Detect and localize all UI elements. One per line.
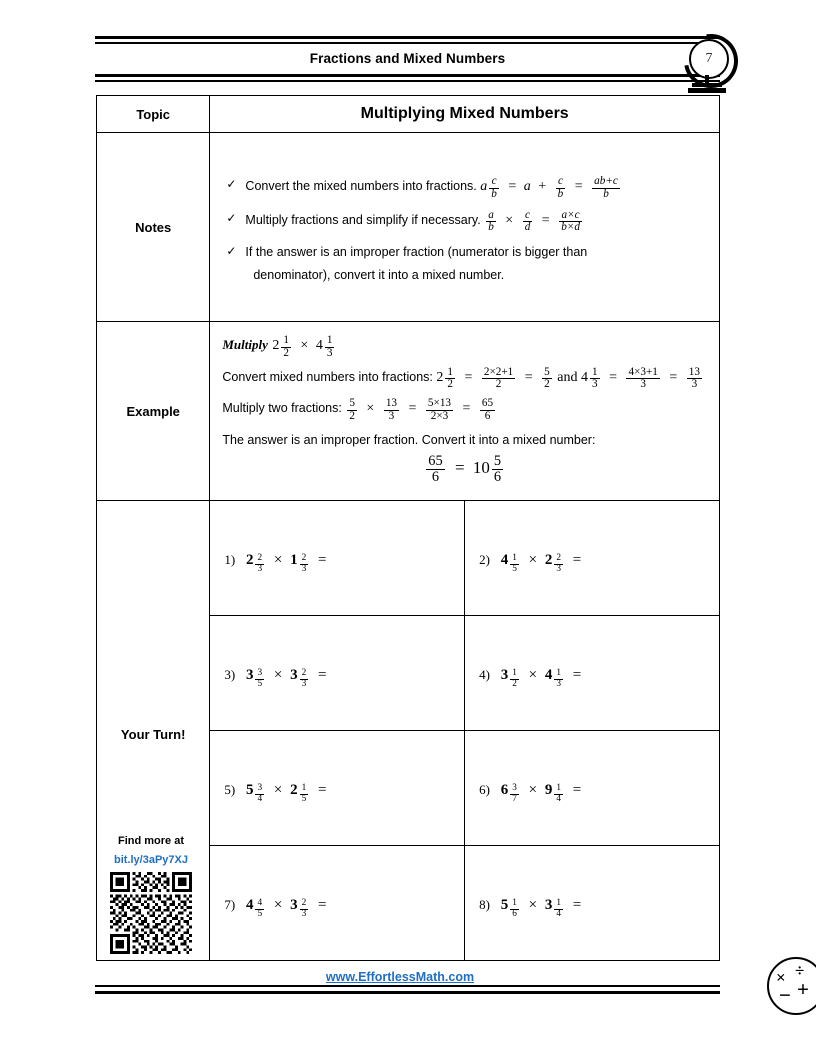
problem-2-times: × — [528, 551, 538, 568]
note-bullet-2-text: Multiply fractions and simplify if necessary. — [245, 212, 481, 227]
problem-3-num-2: 2 — [301, 667, 307, 678]
ans-whole: 10 — [472, 457, 490, 477]
problem-cell-7[interactable] — [210, 846, 465, 961]
website-link[interactable]: www.EffortlessMath.com — [325, 970, 475, 984]
problem-5-den-1: 4 — [257, 793, 263, 804]
example-den-2: 3 — [326, 346, 333, 359]
footer-rule-2 — [95, 991, 720, 994]
s2-n2: 13 — [385, 397, 398, 410]
problem-4-num-1: 1 — [512, 667, 517, 678]
check-icon: ✓ — [226, 177, 237, 192]
s1-w2: 4 — [580, 369, 588, 385]
problem-7-num-1: 4 — [257, 897, 263, 908]
problem-cell-2[interactable] — [465, 501, 720, 616]
problem-cell-4[interactable] — [465, 616, 720, 731]
problem-cell-5[interactable] — [210, 731, 465, 846]
problem-7-den-2: 3 — [301, 908, 307, 919]
problem-8-whole-2: 3 — [544, 896, 553, 913]
problem-3-equals: = — [317, 666, 327, 683]
example-den-1: 2 — [283, 346, 289, 359]
problem-6-num-2: 1 — [556, 782, 562, 793]
problem-4-number: 4) — [479, 666, 491, 682]
problem-3-number: 3) — [224, 666, 236, 682]
problem-5-whole-1: 5 — [245, 781, 254, 798]
example-num-1: 1 — [283, 334, 289, 347]
problem-7-number: 7) — [224, 896, 236, 912]
example-whole-1: 2 — [272, 338, 280, 354]
problem-1-whole-2: 1 — [290, 551, 298, 568]
qr-code-icon — [110, 872, 192, 954]
problem-5-num-1: 3 — [257, 782, 263, 793]
problem-2 — [479, 552, 719, 575]
problem-7-times: × — [273, 896, 283, 913]
notes-content — [210, 133, 720, 322]
problem-cell-6[interactable] — [465, 731, 720, 846]
multiply-symbol: × — [776, 968, 786, 987]
topic-title: Multiplying Mixed Numbers — [210, 96, 720, 133]
example-step-2 — [222, 398, 707, 423]
problem-6-den-2: 4 — [556, 793, 562, 804]
example-num-2: 1 — [326, 334, 333, 347]
s1-w1: 2 — [436, 369, 444, 385]
s2-rd: 6 — [480, 410, 495, 423]
problem-2-den-2: 3 — [556, 563, 562, 574]
ans-n2: 5 — [493, 452, 502, 469]
problem-2-num-2: 2 — [556, 552, 562, 563]
problem-5-equals: = — [317, 781, 327, 798]
s1-rd2: 3 — [687, 378, 702, 391]
problem-2-whole-1: 4 — [500, 551, 509, 568]
header-rule-top-2 — [95, 42, 720, 44]
s1-n2: 1 — [591, 365, 598, 378]
problem-5 — [224, 782, 464, 805]
problem-5-den-2: 5 — [301, 793, 307, 804]
s1-cd1: 2 — [482, 378, 515, 391]
example-problem: 2 $\frac{1}{2}$ × 4 $\frac{1}{3}$ — [272, 334, 333, 359]
problem-6-equals: = — [572, 781, 582, 798]
note-formula-2: $\frac{a}{b}$ × $\frac{c}{d}$ = $\frac{a\times c}{b\times d}$ — [488, 208, 580, 234]
check-icon: ✓ — [226, 210, 237, 225]
note-bullet-1-text: Convert the mixed numbers into fractions. — [245, 179, 477, 194]
topic-row — [97, 96, 720, 133]
problem-8-number: 8) — [479, 896, 491, 912]
plus-symbol: + — [797, 977, 809, 1001]
problem-5-number: 5) — [224, 781, 236, 797]
problem-8 — [479, 897, 719, 920]
problem-4-den-1: 2 — [512, 678, 517, 689]
problem-3-whole-2: 3 — [290, 666, 298, 683]
s2-d1: 2 — [349, 409, 355, 422]
ans-d1: 6 — [426, 469, 444, 485]
short-link[interactable]: bit.ly/3aPy7XJ — [114, 854, 188, 866]
your-turn-row-1 — [97, 501, 720, 616]
problem-2-equals: = — [572, 551, 582, 568]
problem-6-den-1: 7 — [512, 793, 517, 804]
problem-6-whole-2: 9 — [544, 781, 553, 798]
example-step-2-math: $\frac{5}{2}$ × $\frac{13}{3}$ = $\frac{5\times 13}{2\times 3}$ = $\frac{65}{6}$ — [349, 397, 494, 422]
problem-6 — [479, 782, 719, 805]
globe-base-lower — [688, 88, 726, 93]
example-title: Multiply — [222, 337, 268, 353]
problem-7 — [224, 897, 464, 920]
example-step-1-math: 2 $\frac{1}{2}$ = $\frac{2\times 2+1}{2}$ = $\frac{5}{2}$ and 4 $\frac{1}{3}$ = $\frac{4\times 3+1}{3}$ = $\frac{13}{3}$ — [436, 365, 700, 391]
problem-cell-3[interactable] — [210, 616, 465, 731]
header-rule-bottom-1 — [95, 74, 720, 77]
problem-8-equals: = — [572, 896, 582, 913]
problem-2-den-1: 5 — [512, 563, 517, 574]
problem-3-whole-1: 3 — [245, 666, 254, 683]
problem-2-number: 2) — [479, 551, 491, 567]
problem-3-den-2: 3 — [301, 678, 307, 689]
problem-6-whole-1: 6 — [500, 781, 509, 798]
problem-7-equals: = — [317, 896, 327, 913]
problem-4-whole-1: 3 — [500, 666, 509, 683]
problem-8-times: × — [528, 896, 538, 913]
problem-1-num-2: 2 — [301, 552, 307, 563]
problem-cell-8[interactable] — [465, 846, 720, 961]
problem-8-whole-1: 5 — [500, 896, 509, 913]
s2-pn: 5×13 — [427, 397, 452, 410]
globe-page-number-icon — [676, 34, 740, 96]
example-content — [210, 322, 720, 501]
problem-8-num-1: 1 — [512, 897, 517, 908]
problem-4-num-2: 1 — [556, 667, 562, 678]
problem-6-number: 6) — [479, 781, 491, 797]
problem-3-num-1: 3 — [257, 667, 263, 678]
problem-1-den-2: 3 — [301, 563, 307, 574]
problem-1-num-1: 2 — [257, 552, 263, 563]
note-bullet-3-text: If the answer is an improper fraction (numerator is bigger than — [245, 245, 588, 260]
problem-7-whole-2: 3 — [290, 896, 298, 913]
problem-8-den-2: 4 — [556, 908, 562, 919]
page-footer — [95, 961, 809, 1015]
example-step-3-label: The answer is an improper fraction. Convert it into a mixed number: — [222, 432, 596, 447]
row-label-notes: Notes — [97, 133, 210, 322]
problem-7-num-2: 2 — [301, 897, 307, 908]
problem-4-times: × — [528, 666, 538, 683]
problem-6-num-1: 3 — [512, 782, 517, 793]
find-more-block — [97, 835, 205, 954]
globe-base-upper — [692, 83, 722, 87]
s1-rd1: 2 — [544, 378, 550, 391]
problem-6-times: × — [528, 781, 538, 798]
s1-n1: 1 — [447, 365, 453, 378]
problem-cell-1[interactable] — [210, 501, 465, 616]
row-label-example: Example — [97, 322, 210, 501]
s2-rn: 65 — [481, 397, 494, 410]
ans-d2: 6 — [493, 468, 502, 485]
problem-8-den-1: 6 — [512, 908, 517, 919]
problem-4 — [479, 667, 719, 690]
note-formula-1: a $\frac{c}{b}$ = a + $\frac{c}{b}$ = $\frac{ab+c}{b}$ — [480, 175, 618, 200]
problem-3-times: × — [273, 666, 283, 683]
problem-1-den-1: 3 — [257, 563, 263, 574]
minus-symbol: − — [779, 983, 791, 1007]
problem-8-num-2: 1 — [556, 897, 562, 908]
s1-and: and — [557, 369, 578, 385]
ans-n1: 65 — [428, 452, 443, 469]
header-rule-bottom-2 — [95, 80, 720, 82]
s2-d2: 3 — [384, 410, 399, 423]
example-step-2-label: Multiply two fractions: — [222, 401, 342, 416]
math-operators-logo-icon — [767, 957, 816, 1015]
s1-cd2: 3 — [626, 378, 659, 391]
check-icon: ✓ — [226, 244, 237, 259]
s2-pd: 2×3 — [426, 410, 453, 423]
example-step-1-label: Convert mixed numbers into fractions: — [222, 369, 433, 384]
worksheet-table — [96, 95, 720, 961]
example-answer-math: $\frac{65}{6}$ = 10 $\frac{5}{6}$ — [428, 452, 502, 485]
row-label-your-turn: Your Turn! — [120, 726, 186, 742]
header-rule-top-1 — [95, 36, 720, 39]
problem-3 — [224, 667, 464, 690]
s1-rn2: 13 — [688, 365, 700, 378]
problem-5-whole-2: 2 — [290, 781, 298, 798]
problem-7-whole-1: 4 — [245, 896, 254, 913]
problem-5-times: × — [273, 781, 283, 798]
example-whole-2: 4 — [315, 338, 323, 354]
note-bullet-3 — [226, 243, 709, 262]
problem-2-num-1: 1 — [512, 552, 517, 563]
page-number: 7 — [689, 39, 729, 79]
problem-1 — [224, 552, 464, 575]
find-more-text: Find more at — [117, 835, 184, 847]
s1-d2: 3 — [591, 378, 598, 391]
problem-1-whole-1: 2 — [245, 551, 254, 568]
note-bullet-3-continuation: denominator), convert it into a mixed number. — [253, 267, 505, 282]
page-header — [95, 36, 720, 88]
note-bullet-1 — [226, 176, 709, 201]
s2-n1: 5 — [349, 397, 355, 410]
problem-1-times: × — [273, 551, 283, 568]
row-label-topic: Topic — [97, 96, 210, 133]
note-bullet-2 — [226, 210, 709, 235]
problem-1-equals: = — [317, 551, 327, 568]
problem-4-den-2: 3 — [556, 678, 562, 689]
notes-row — [97, 133, 720, 322]
s1-d1: 2 — [447, 378, 453, 391]
s1-cn1: 2×2+1 — [483, 365, 514, 378]
problem-5-num-2: 1 — [301, 782, 307, 793]
problem-2-whole-2: 2 — [544, 551, 553, 568]
your-turn-label-cell — [97, 501, 210, 961]
divide-symbol: ÷ — [795, 961, 805, 980]
note-bullet-1-body — [245, 176, 709, 201]
note-bullet-2-body — [245, 210, 709, 235]
footer-rule-1 — [95, 985, 720, 987]
example-row — [97, 322, 720, 501]
s1-rn1: 5 — [544, 365, 550, 378]
header-title: Fractions and Mixed Numbers — [309, 51, 506, 66]
example-answer — [222, 454, 707, 485]
problem-7-den-1: 5 — [257, 908, 263, 919]
example-problem-line — [222, 335, 707, 360]
s1-cn2: 4×3+1 — [628, 365, 658, 378]
problem-1-number: 1) — [224, 551, 236, 567]
problem-4-equals: = — [572, 666, 582, 683]
problem-3-den-1: 5 — [257, 678, 263, 689]
problem-4-whole-2: 4 — [544, 666, 553, 683]
example-step-1 — [222, 367, 707, 392]
